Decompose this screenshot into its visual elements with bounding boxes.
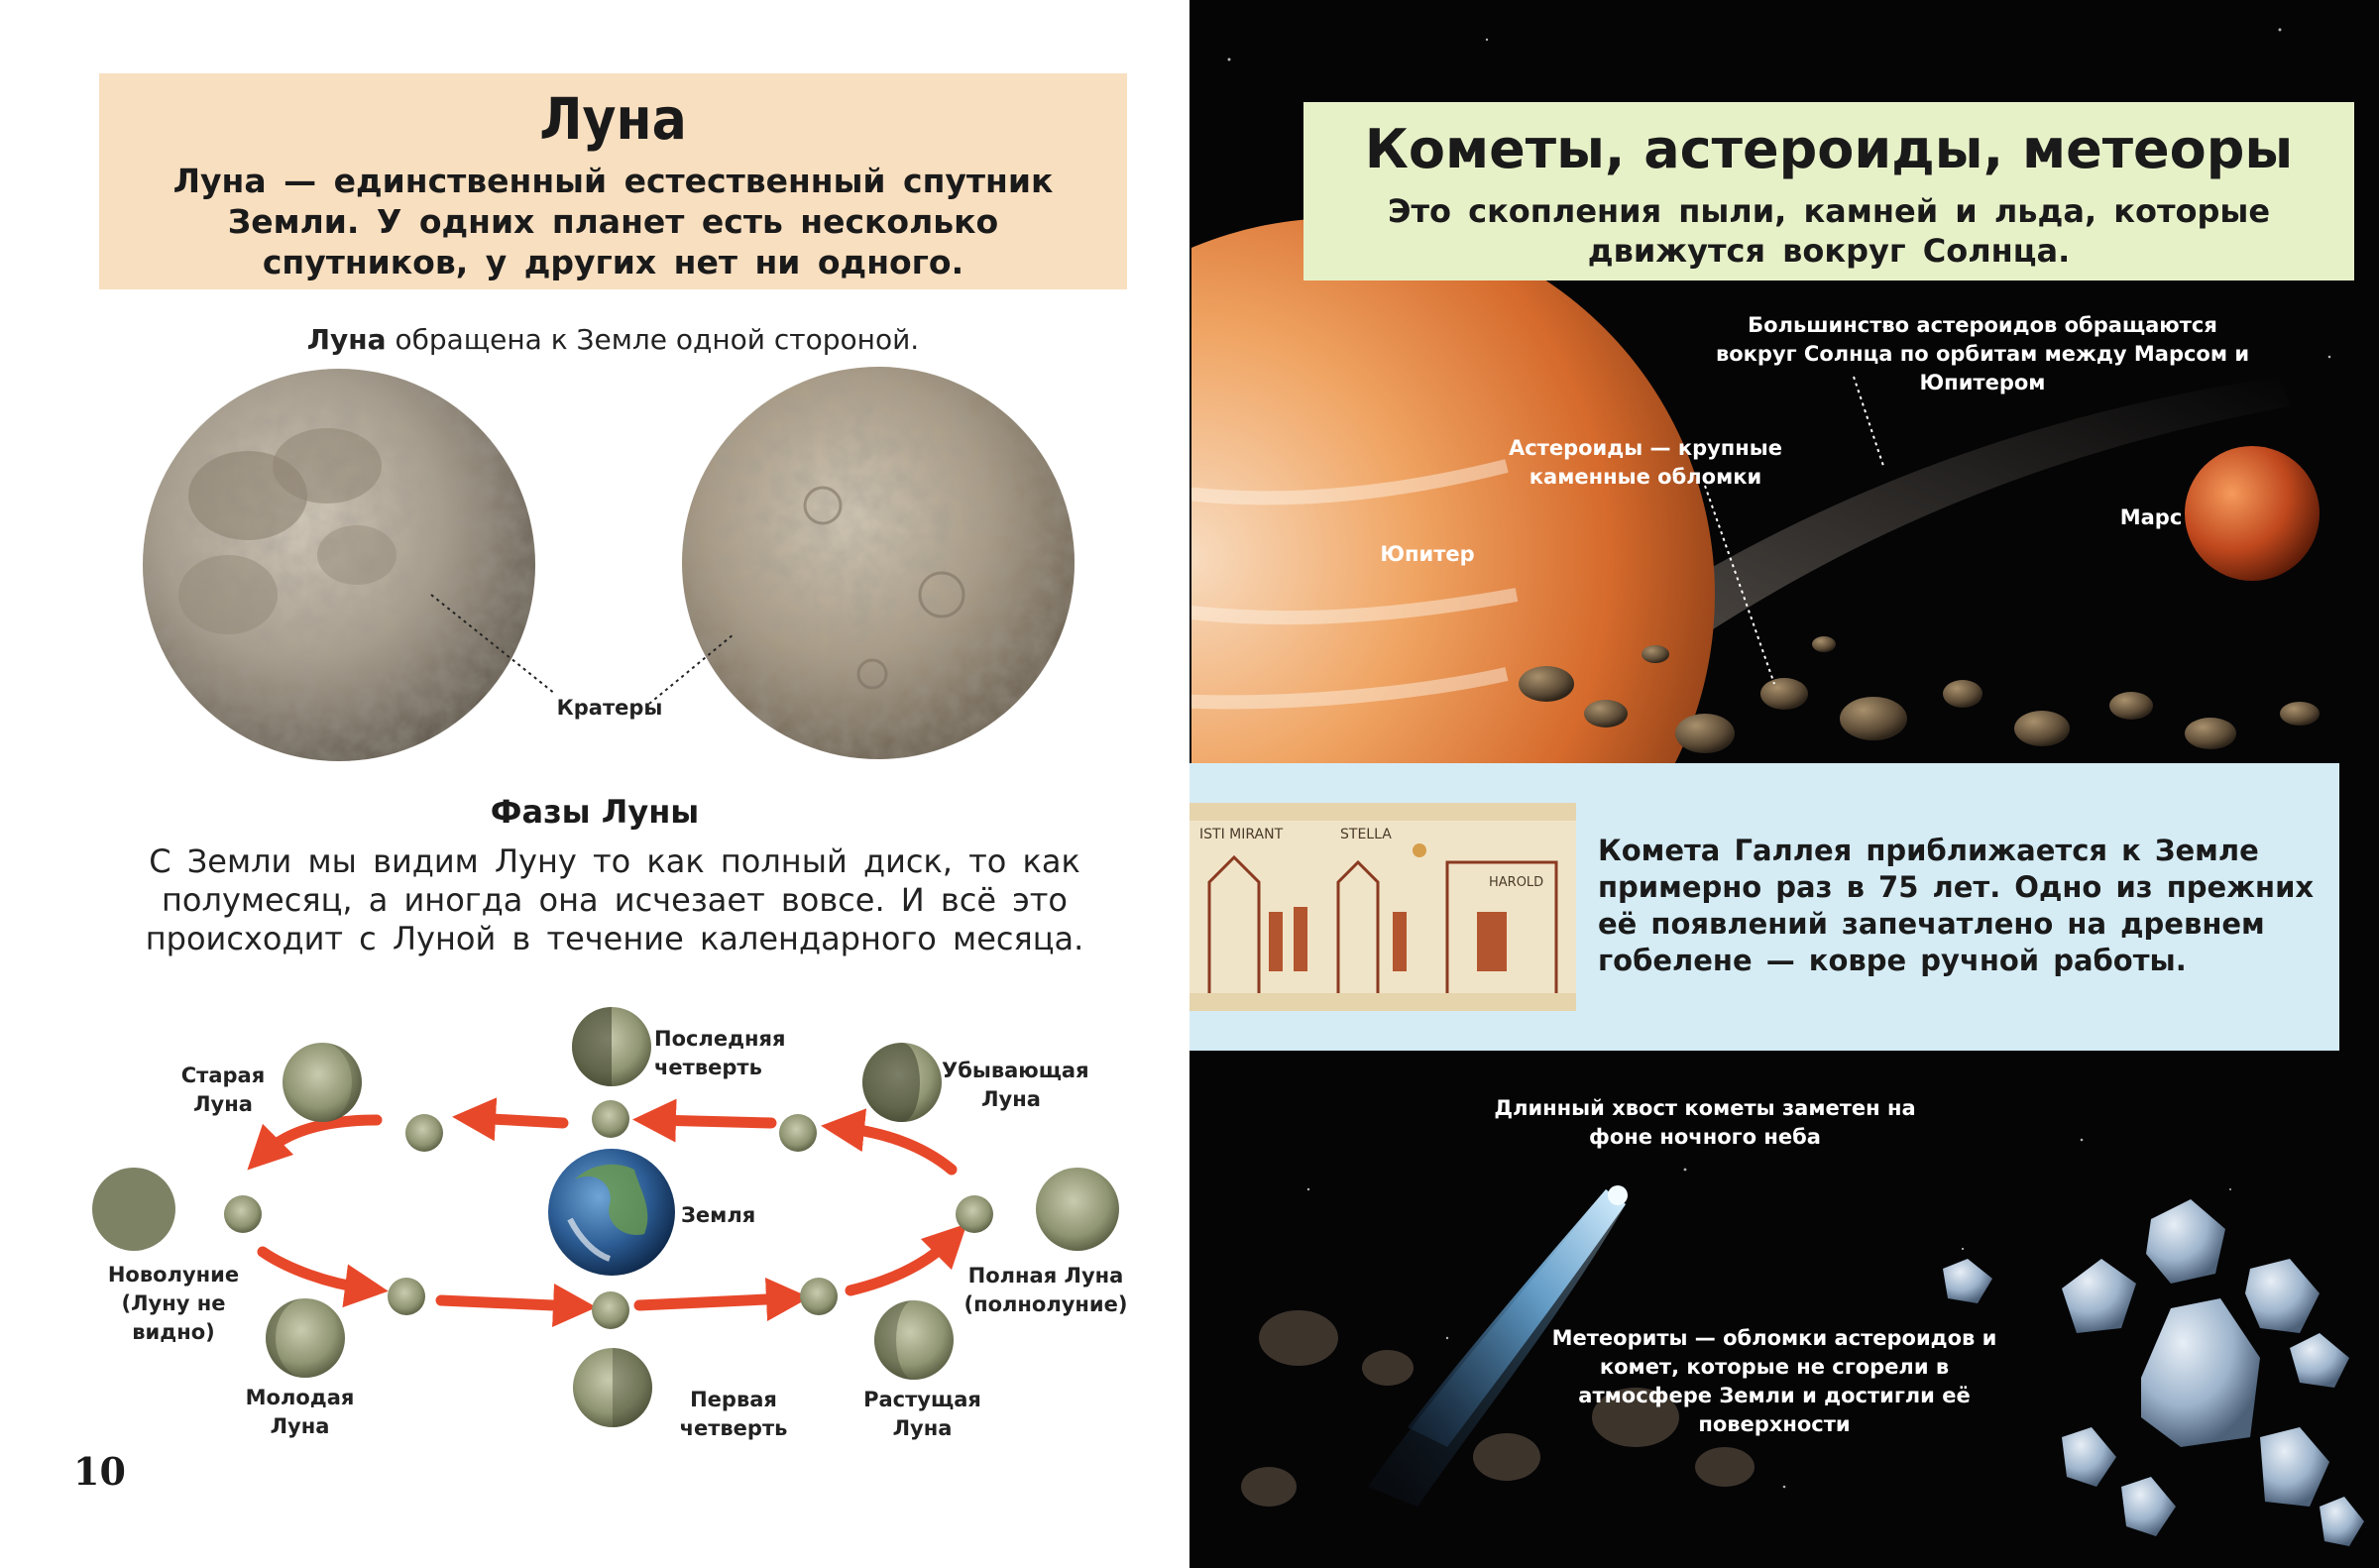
label-earth: Земля <box>681 1203 756 1227</box>
label-full-moon: Полная Луна (полнолуние) <box>963 1264 1128 1316</box>
label-young-moon: Молодая Луна <box>245 1386 355 1438</box>
moon-phase-diagram <box>0 971 1190 1467</box>
label-first-quarter: Первая четверть <box>679 1388 788 1440</box>
page-subtitle: Луна — единственный естественный спутник Земли. У одних планет есть несколько спутников, у других нет ни одного. <box>172 162 1054 281</box>
label-last-quarter: Последняя четверть <box>654 1027 786 1079</box>
phase-new <box>92 1168 175 1251</box>
comets-title-box <box>1303 102 2354 280</box>
asteroids-note: Астероиды — крупные каменные обломки <box>1508 436 1783 489</box>
right-page <box>1190 0 2379 1568</box>
halley-box <box>1190 763 2339 1051</box>
bayeux-tapestry-image <box>1190 803 1576 1011</box>
ice-meteorites <box>1943 1199 2364 1546</box>
craters-label: Кратеры <box>556 696 663 720</box>
halley-text: Комета Галлея приближается к Земле примерно раз в 75 лет. Одно из прежних её появлений запечатлено на древнем гобелене — ковре ручной работы. <box>1598 834 2315 977</box>
asteroid-belt-note: Большинство астероидов обращаются вокруг Солнца по орбитам между Марсом и Юпитером <box>1715 313 2250 394</box>
label-waxing: Растущая Луна <box>863 1388 981 1440</box>
tapestry-text-2: STELLA <box>1340 827 1392 842</box>
jupiter-label: Юпитер <box>1380 542 1475 566</box>
mars <box>2185 446 2320 581</box>
phase-full <box>1036 1168 1119 1251</box>
meteorites-note: Метеориты — обломки астероидов и комет, которые не сгорели в атмосфере Земли и достигли её поверхности <box>1551 1326 1997 1436</box>
page-title: Луна <box>539 85 687 153</box>
label-waning: Убывающая Луна <box>942 1059 1089 1111</box>
label-old-moon: Старая Луна <box>180 1064 266 1116</box>
comets-title: Кометы, астероиды, метеоры <box>1364 118 2294 180</box>
tapestry-text-3: HAROLD <box>1489 875 1544 890</box>
mars-label: Марс <box>2119 505 2183 529</box>
moon-caption-bold: Луна <box>306 323 387 356</box>
label-new-moon: Новолуние (Луну не видно) <box>107 1263 240 1344</box>
moon-caption-rest: обращена к Земле одной стороной. <box>386 323 920 356</box>
comets-subtitle: Это скопления пыли, камней и льда, которые движутся вокруг Солнца. <box>1387 192 2271 270</box>
tapestry-text-1: ISTI MIRANT <box>1199 827 1284 842</box>
page-number: 10 <box>73 1449 126 1494</box>
comet-tail-note: Длинный хвост кометы заметен на фоне ночного неба <box>1494 1096 1916 1149</box>
phases-paragraph: С Земли мы видим Луну то как полный диск, то как полумесяц, а иногда она исчезает вовсе. И всё это происходит с Луной в течение календарного месяца. <box>145 842 1084 957</box>
moon-illustrations <box>0 0 1190 793</box>
phases-heading: Фазы Луны <box>490 793 700 831</box>
